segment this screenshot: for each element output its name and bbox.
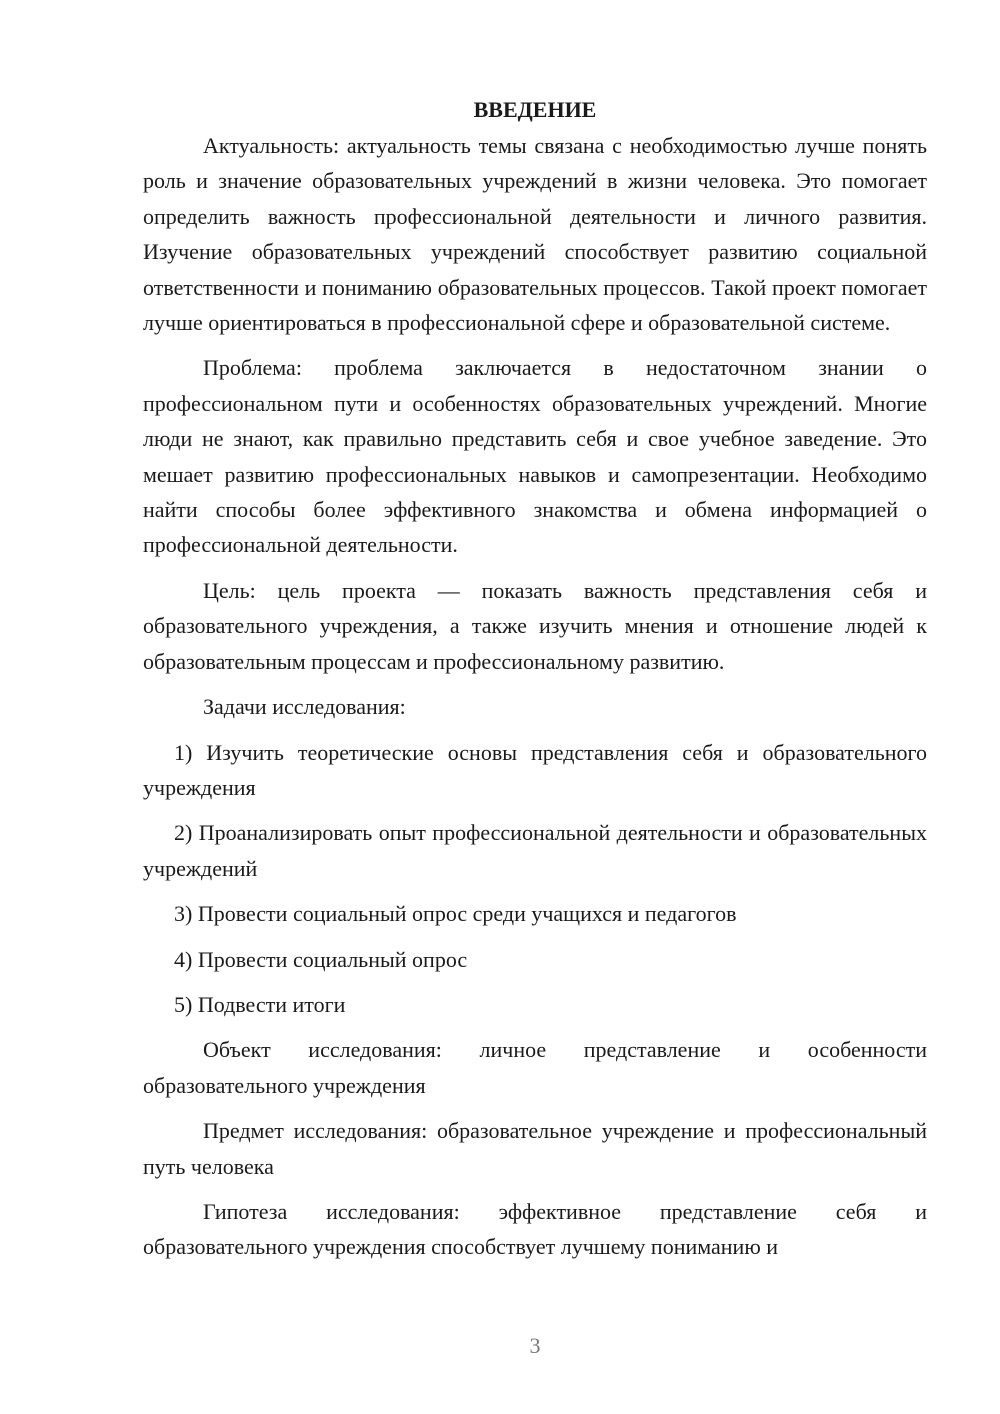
page-number: 3 [529,1333,541,1358]
task-item-3: 3) Провести социальный опрос среди учащихся и педагогов [174,901,737,927]
paragraph-goal: Цель: цель проекта — показать важность представления себя и образовательного учреждения, а также изучить мнения и отношение людей к образовательным процессам и профессиональному развитию. [143,577,927,674]
task-item-5: 5) Подвести итоги [174,991,346,1017]
paragraph-object: Объект исследования: личное представление и особенности образовательного учреждения [143,1037,927,1098]
section-heading: ВВЕДЕНИЕ [473,97,597,122]
task-item-1: 1) Изучить теоретические основы представления себя и образовательного учреждения [143,739,927,800]
task-item-2: 2) Проанализировать опыт профессиональной деятельности и образовательных учреждений [143,820,927,881]
paragraph-hypothesis: Гипотеза исследования: эффективное представление себя и образовательного учреждения способствует лучшему пониманию и [143,1198,927,1260]
paragraph-problem: Проблема: проблема заключается в недостаточном знании о профессиональном пути и особенностях образовательных учреждений. Многие люди не знают, как правильно представить себя и свое учебное заведение. Это мешает развитию профессиональных навыков и самопрезентации. Необходимо найти способы более эффективного знакомства и обмена информацией о профессиональной деятельности. [143,355,927,558]
paragraph-tasks-intro: Задачи исследования: [203,694,406,720]
document-page [143,92,927,1265]
paragraph-subject: Предмет исследования: образовательное учреждение и профессиональный путь человека [143,1118,927,1179]
task-item-4: 4) Провести социальный опрос [174,946,468,972]
paragraph-relevance: Актуальность: актуальность темы связана с необходимостью лучше понять роль и значение образовательных учреждений в жизни человека. Это помогает определить важность профессиональной деятельности и личного развития. Изучение образовательных учреждений способствует развитию социальной ответственности и пониманию образовательных процессов. Такой проект помогает лучше ориентироваться в профессиональной сфере и образовательной системе. [143,133,927,336]
